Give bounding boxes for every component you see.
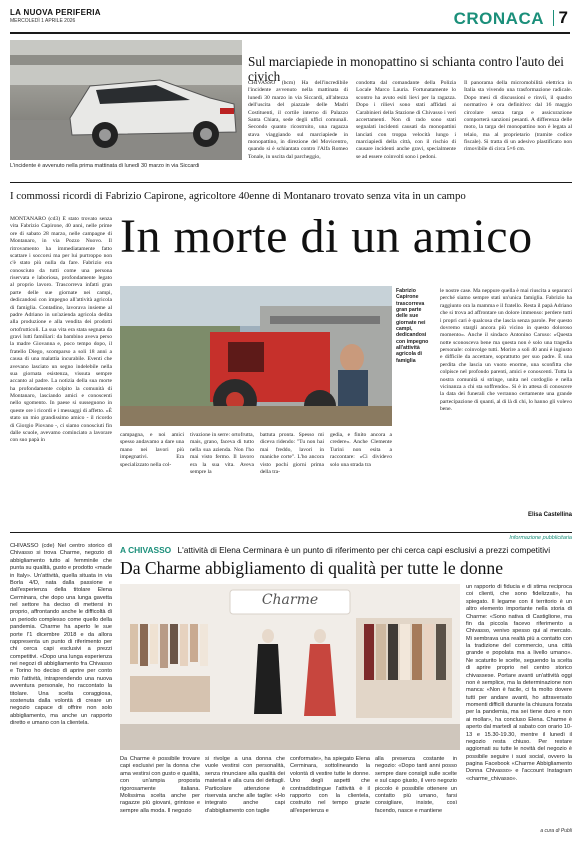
shop-illustration	[120, 584, 460, 750]
article2-signature: Elisa Castellina	[527, 512, 572, 518]
newspaper-name: LA NUOVA PERIFERIA	[10, 8, 101, 17]
article3-right-column: un rapporto di fiducia e di stima reciproca coi clienti, che sono fidelizzati», ha spiegato. Il legame con il territorio è un altro elemento importante nella storia di Charme: «Sono nativa di Castiglione, ma fin da piccola facevo riferimento a Chivasso, venivo spesso qui al mercato. Mi sembrava una realtà più a contatto con la tradizione del commercio, una città grande e popolata ma a livello umano». Ne scaturito le scelte, seguendo la scelta di aprire proprio nel centro storico chivassese. Portare avanti un'attività oggi non è semplice, ma la determinazione non manca: «Non è facile, ci fa molto dovere tutti per andare avanti, ho attraversato momenti difficili durante la chiusura forzata per la pandemia, ma sei tiene duro e non ai mollar», ha concluso Elena. Charme è aperto dal martedì al sabato con orario 10-13 e 15.30-19.30, mentre il lunedì il negozio resta chiuso. Per restare aggiornati su tutte le novità del negozio è possibile seguire i suoi social, ovvero la pagina Facebook «Charme Abbigliamento Donna Chivasso» e l'account Instagram «charme_chivasso».	[466, 584, 572, 782]
article2-bottom-column-1: campagna, e noi amici spesso andavamo a dare una mano nei lavori più impegnativi. Era specializzato nella col-	[120, 432, 184, 468]
car-illustration	[10, 40, 242, 160]
page-number: 7	[558, 8, 568, 27]
kicker-text: L'attività di Elena Cerminara è un punto di riferimento per chi cerca capi esclusivi a prezzi competitivi	[177, 545, 551, 555]
article3-kicker	[120, 545, 572, 555]
shop-sign: Charme	[261, 592, 319, 608]
article1-column-3: Il panorama della micromobilità elettrica in Italia sta vivendo una trasformazione radicale. Dopo mesi di discussioni e rinvii, il quadro normativo è ora definitivo: dal 16 maggio circolare senza targa e assicurazione comporterà sanzioni pesanti. A differenza delle moto, la targa del monopattino non è legata al telaio, ma al proprietario (tramite codice fiscale). Si tratta di un adesivo plastificato non rimovibile di circa 5×6 cm.	[464, 80, 572, 153]
article1-column-1: CHIVASSO (bcm) Ha dell'incredibile l'incidente avvenuto nella mattinata di lunedì 30 marzo in via Siccardi, all'altezza dell'uscita del piazzale delle Madri Costituenti, il cortile interno di Palazzo Santa Chiara, sede degli uffici comunali. Secondo quanto ricostruito, una ragazza stava viaggiando sul marciapiede in monopattino, in direzione del Movicentro, quando si è schiantata contro l'Alfa Romeo Tonale, in uscita dal parcheggio,	[248, 80, 348, 160]
article-separator	[10, 182, 572, 183]
page-masthead	[10, 6, 570, 34]
advert-footer: a cura di Publi	[540, 828, 572, 834]
article3-mid-column-4: alla presenza costante in negozio: «Dopo tanti anni posso sempre dare consigli sulle scelte e sul capo giusto, il vero negozio piccolo è possibile ottenere un contatto più umano, farsi consigliare, insiste, così facendo, nasce e mantiene	[375, 756, 457, 814]
article3-headline: Da Charme abbigliamento di qualità per tutte le donne	[120, 558, 504, 578]
article2-bottom-column-4: gedia, e finito ancora a credere». Anche Clemente Turini non esita a raccontare: «Ci dividevo solo una strada tra	[330, 432, 392, 468]
article2-kicker: I commossi ricordi di Fabrizio Capirone, agricoltore 40enne di Montanaro trovato senza vita in un campo	[10, 190, 466, 202]
article1-headline: Sul marciapiede in monopattino si schianta contro l'auto dei civich	[248, 54, 564, 85]
farmer-photo-caption: Fabrizio Capirone trascorreva gran parte delle sue giornate nei campi, dedicandosi con impegno all'attività agricola di famiglia	[396, 288, 429, 364]
article3-mid-column-3: conformate», ha spiegato Elena Cerminara, sottolineando la volontà di vestire tutte le donne. Uno degli aspetti che contraddistingue l'attività è il rapporto con la clientela, costruito nel tempo grazie all'esperienza e	[290, 756, 370, 814]
masthead-divider	[553, 10, 554, 26]
advert-separator	[10, 532, 572, 533]
advertorial-tag: Informazione pubblicitaria	[509, 535, 572, 541]
kicker-place: A CHIVASSO	[120, 545, 172, 555]
car-photo	[10, 40, 242, 160]
article2-left-column: MONTANARO (cd3) È stato trovato senza vita Fabrizio Capirone, 40 anni, nelle prime ore di sabato 28 marzo, nelle campagne di Montanaro, in via Pozzo Nuovo. Il ritrovamento ha immediatamente fatto scattare i soccorsi ma per lui purtroppo non c'è stato più nulla da fare. Fabrizio era conosciuto da tutti come una persona riservata e laboriosa, profondamente legato al proprio lavoro. Trascorreva infatti gran parte delle sue giornate nei campi, dedicandosi con impegno all'attività agricola di famiglia. Contadino, lavorava insieme al padre Adriano in un'azienda agricola dedita alla produzione e alla vendita dei prodotti ortofrutticoli. La sua vita era stata segnata da gravi lutti familiari: da bambino aveva perso la madre Giovanna e, poco tempo dopo, il fratello Diego, scomparso a soli 18 anni a causa di una malattia incurabile. Eventi che avevano lasciato un segno indelebile nella sua giornata esistenza, vissuta sempre accanto al padre. La notizia della sua morte ha profondamente colpito la comunità di Montanaro, lasciando amici e conoscenti nello sgomento. In paese si susseguono in queste ore i ricordi e i messaggi di affetto. «È stato un mio grandissimo amico - il ricordo di Giorgio Piovano -, ci siamo conosciuti fin dalle scuole, avevamo cominciato a lavorare con suo papà in	[10, 216, 112, 444]
article3-left-column: CHIVASSO (cde) Nel centro storico di Chivasso si trova Charme, negozio di abbigliamento tutto al femminile che punta su qualità, gusto e prodotto «made in Italy». Un'attività, quella situata in via Borla 4/D, nata dalla passione e dall'esperienza della titolare Elena Cerminara, che dopo una lunga gavetta nel settore ha deciso di mettersi in proprio, affrontando anche le difficoltà di un periodo complesso come quello della pandemia. Charme ha aperto le sue porte l'1 dicembre 2018 e da allora rappresenta un punto di riferimento per chi cerca capi esclusivi a prezzi competitivi. «Dopo una lunga esperienza nei negozi di abbigliamento fra Chivasso e Torino ho deciso di aprire per conto mio l'attività, intraprendendo una nuova avventura personale, ho raccontato la titolare. Una scelta coraggiosa, sostenuta dalla volontà di creare un negozio capace di offrire non solo abbigliamento, ma anche un rapporto diretto e umano con la clientela.	[10, 543, 112, 726]
article1-column-2: condotta dal comandante della Polizia Locale Marco Lauria. Fortunatamente lo scontro ha avuto esiti lievi per la ragazza. Dopo i rilievi sono stati affidati ai Carabinieri della Stazione di Chivasso i veri accertamenti. Non di rado sono stati segnalati incidenti causati da monopattini lanciati con troppa velocità lungo i marciapiedi della città, con il rischio di causare incidenti anche gravi, specialmente se ad essere coinvolti sono i pedoni.	[356, 80, 456, 160]
farmer-illustration	[120, 286, 392, 426]
article3-mid-column-2: si rivolge a una donna che vuole vestirsi con personalità, senza rinunciare alla qualità dei materiali e alla cura dei dettagli. Particolare attenzione è riservata anche alle taglie: «Ho integrato anche capi d'abbigliamento con taglie	[205, 756, 285, 814]
shop-photo	[120, 584, 460, 750]
article2-bottom-column-3: battuta pronta. Spesso mi diceva ridendo: "Tu non hai mai freddo, lavori in maniche corte". L'ho ancora visto pochi giorni prima della tra-	[260, 432, 324, 475]
article2-headline: In morte di un amico	[120, 210, 533, 263]
section-label: CRONACA	[453, 9, 544, 28]
issue-date: MERCOLEDÌ 1 APRILE 2026	[10, 18, 76, 24]
farmer-photo	[120, 286, 392, 426]
article2-right-column: le nostre case. Ma neppure quella è mai riuscita a separarci perché siamo sempre stati un'unica famiglia. Fabrizio ha raggiunto ora la mamma e il fratello. Resta il papà Adriano che si trova ad affrontare un dolore immenso: perdere tutti i propri cari è qualcosa che lascia senza parole. Per questo dovremo stargli ancora più vicino in questo doloroso momento». Anche il sindaco Antonino Caruso: «Questa notte sconosceva bene ma questa non è solo una tragedia personale: coinvolge tutti. Morire a soli 40 anni è ingiusto e difficile da accettare, soprattutto per suo padre. È una perdita che lascia un vuoto enorme, una sconfitta che colpisce nel profondo parenti, amici e conoscenti. Tutta la nostra comunità si stringe, unita nel cordoglio e nella vicinanza a chi sta soffrendo». Si è in attesa di conoscere la data dei funerali che verranno certamente una grande partecipazione di quanti, al di là di chi, lo hanno gli volevo bene.	[440, 288, 572, 412]
car-photo-caption: L'incidente è avvenuto nella prima mattinata di lunedì 30 marzo in via Siccardi	[10, 163, 200, 169]
article2-bottom-column-2: tivazione in serre: ortofrutta, mais, grano, faceva di tutto nella sua azienda. Non l'ho mai visto fermo. Il lavoro era la sua vita. Aveva sempre la	[190, 432, 254, 475]
article3-mid-column-1: Da Charme è possibile trovare capi esclusivi per la donna che ama vestirsi con gusto e qualità, con un'ampia proposta rigorosamente italiana. Molissima scelta anche per ragazze più giovani, grintose e sempre alla moda. Il negozio	[120, 756, 200, 814]
